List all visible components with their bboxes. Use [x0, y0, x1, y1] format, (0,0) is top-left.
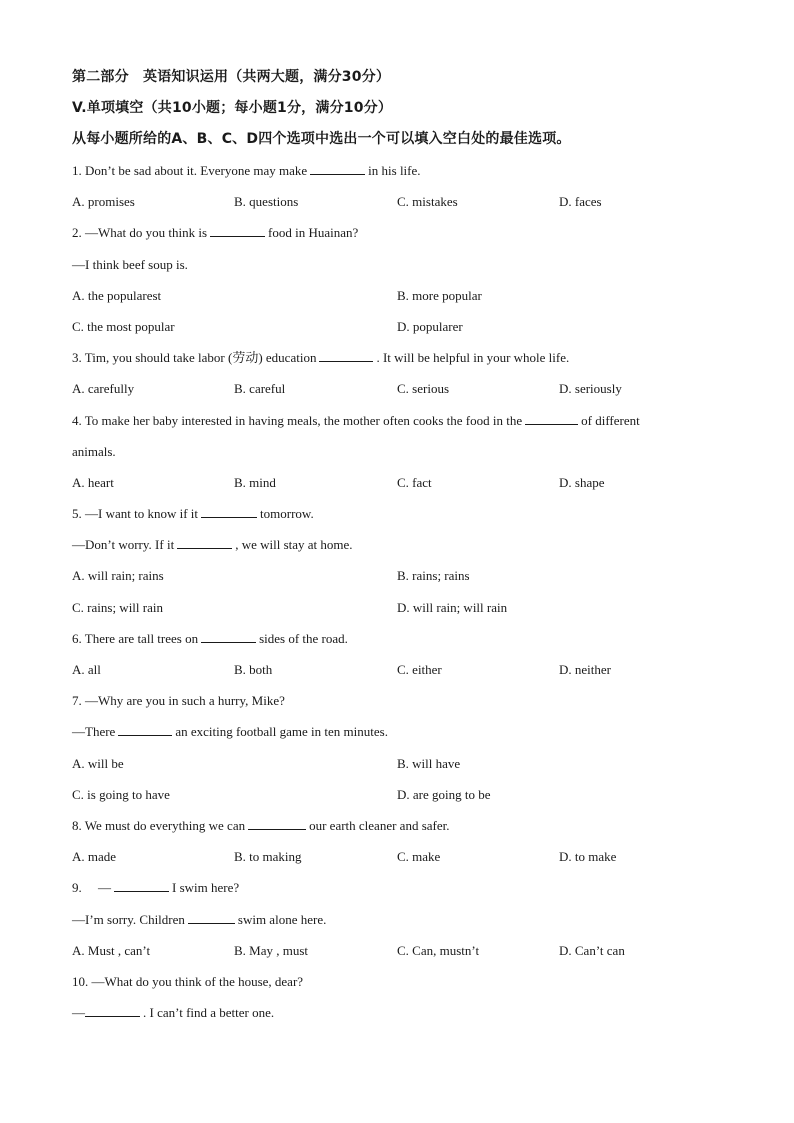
answer-blank: [201, 630, 256, 643]
question-6: 6. There are tall trees on sides of the road.: [72, 630, 348, 646]
option-c: C. mistakes: [397, 194, 458, 210]
question-5-options-row-1: [72, 560, 752, 591]
question-10-reply: — . I can’t find a better one.: [72, 1005, 275, 1021]
option-c: C. make: [397, 849, 441, 865]
instruction-text: 从每小题所给的A、B、C、D四个选项中选出一个可以填入空白处的最佳选项。: [72, 131, 571, 147]
question-1-options: [72, 186, 752, 217]
option-c: C. rains; will rain: [72, 599, 163, 615]
question-10: 10. —What do you think of the house, dear?: [72, 973, 304, 989]
option-c: C. either: [397, 662, 442, 677]
option-a: A. carefully: [72, 381, 135, 397]
option-b: B. more popular: [397, 287, 482, 303]
option-d: D. seriously: [559, 381, 622, 397]
option-d: D. will rain; will rain: [397, 599, 508, 615]
question-8-options: [72, 841, 752, 872]
option-c: C. fact: [397, 474, 432, 490]
question-2-options-row-1: [72, 280, 752, 311]
question-7-options-row-2: [72, 779, 752, 810]
question-7-reply: —There an exciting football game in ten minutes.: [72, 724, 388, 740]
question-9-options: [72, 935, 752, 966]
question-4-options: [72, 467, 752, 498]
question-8: 8. We must do everything we can our earth cleaner and safer.: [72, 817, 450, 833]
question-9-reply: —I’m sorry. Children swim alone here.: [72, 911, 327, 927]
question-2-reply: —I think beef soup is.: [72, 256, 188, 272]
option-b: B. will have: [397, 755, 461, 771]
option-c: C. serious: [397, 381, 449, 397]
option-b: B. both: [234, 662, 273, 677]
part-title: V.单项填空（共10小题；每小题1分，满分10分）: [72, 100, 393, 116]
answer-blank: [118, 723, 172, 736]
option-a: A. made: [72, 849, 117, 865]
option-c: C. the most popular: [72, 318, 175, 334]
question-2-options-row-2: [72, 311, 752, 342]
exam-page: [72, 62, 752, 1028]
option-b: B. mind: [234, 474, 276, 490]
option-d: D. Can’t can: [559, 942, 625, 958]
option-d: D. shape: [559, 474, 605, 490]
answer-blank: [310, 162, 365, 175]
option-d: D. to make: [559, 849, 617, 865]
question-5-reply: —Don’t worry. If it , we will stay at home.: [72, 537, 353, 553]
answer-blank: [319, 349, 373, 362]
option-c: C. is going to have: [72, 786, 170, 802]
option-d: D. neither: [559, 662, 611, 677]
question-2: 2. —What do you think is food in Huainan?: [72, 225, 359, 241]
question-4: 4. To make her baby interested in having meals, the mother often cooks the food in the of different: [72, 412, 640, 428]
question-4-continued: animals.: [72, 443, 116, 459]
question-3-options: [72, 373, 752, 404]
option-a: A. will be: [72, 755, 124, 771]
question-6-options: [72, 654, 752, 685]
option-a: A. Must , can’t: [72, 942, 151, 958]
option-b: B. rains; rains: [397, 568, 470, 584]
option-d: D. popularer: [397, 318, 463, 334]
option-d: D. faces: [559, 194, 602, 210]
option-b: B. careful: [234, 381, 286, 397]
option-a: A. heart: [72, 474, 114, 490]
option-a: A. all: [72, 662, 101, 677]
option-b: B. to making: [234, 849, 302, 865]
answer-blank: [248, 817, 306, 830]
answer-blank: [188, 911, 235, 924]
answer-blank: [85, 1004, 140, 1017]
option-c: C. Can, mustn’t: [397, 942, 480, 958]
question-3: 3. Tim, you should take labor (劳动) education . It will be helpful in your whole life.: [72, 350, 570, 366]
question-5-options-row-2: [72, 592, 752, 623]
question-1: 1. Don’t be sad about it. Everyone may make in his life.: [72, 163, 421, 178]
question-7-options-row-1: [72, 748, 752, 779]
answer-blank: [525, 412, 578, 425]
question-9: 9. — I swim here?: [72, 880, 240, 896]
question-5: 5. —I want to know if it tomorrow.: [72, 506, 314, 522]
option-d: D. are going to be: [397, 786, 491, 802]
option-a: A. the popularest: [72, 287, 162, 303]
answer-blank: [114, 879, 169, 892]
option-a: A. will rain; rains: [72, 568, 164, 584]
option-a: A. promises: [72, 194, 135, 210]
answer-blank: [201, 505, 257, 518]
answer-blank: [177, 536, 232, 549]
answer-blank: [210, 224, 265, 237]
question-7: 7. —Why are you in such a hurry, Mike?: [72, 693, 285, 709]
section-title: 第二部分 英语知识运用（共两大题，满分30分）: [72, 69, 391, 85]
option-b: B. questions: [234, 194, 299, 210]
option-b: B. May , must: [234, 942, 309, 958]
